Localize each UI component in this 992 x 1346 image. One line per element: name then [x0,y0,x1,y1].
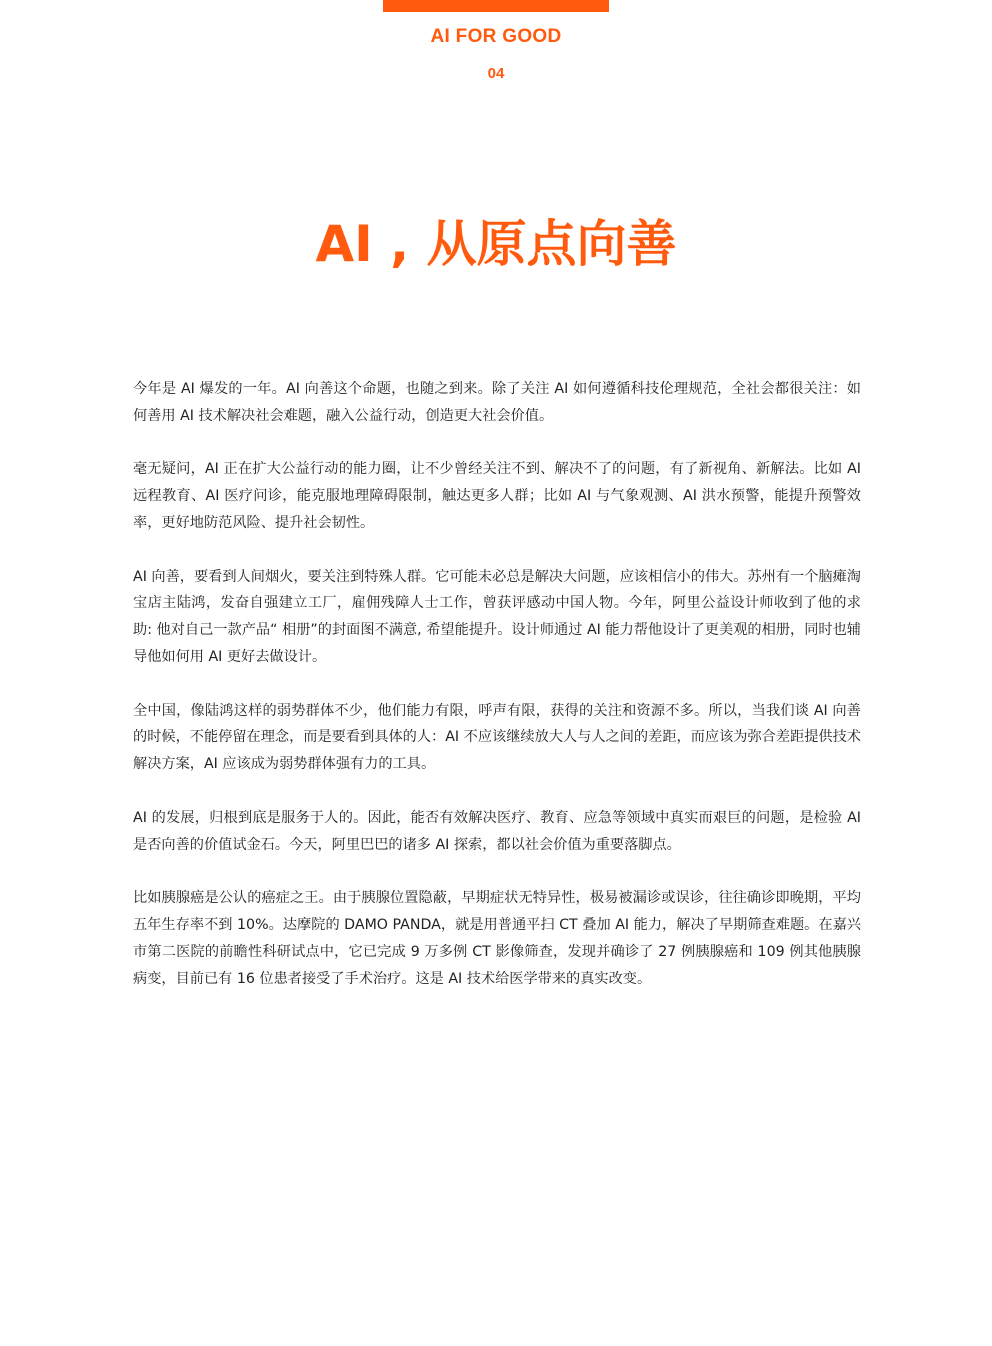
page-number: 04 [487,65,505,82]
paragraph: 比如胰腺癌是公认的癌症之王。由于胰腺位置隐蔽，早期症状无特异性，极易被漏诊或误诊，往往确诊即晚期，平均五年生存率不到 10%。达摩院的 DAMO PANDA，就是用普通平扫 CT 叠加 AI 能力，解决了早期筛查难题。在嘉兴市第二医院的前瞻性科研试点中，它已完成 9 万多例 CT 影像筛查，发现并确诊了 27 例胰腺癌和 109 例其他胰腺病变，目前已有 16 位患者接受了手术治疗。这是 AI 技术给医学带来的真实改变。 [133,890,861,987]
section-label: AI FOR GOOD [430,26,562,47]
paragraph: AI 向善，要看到人间烟火，要关注到特殊人群。它可能未必总是解决大问题，应该相信小的伟大。苏州有一个脑瘫淘宝店主陆鸿，发奋自强建立工厂，雇佣残障人士工作，曾获评感动中国人物。今年，阿里公益设计师收到了他的求助: 他对自己一款产品“ 相册”的封面图不满意, 希望能提升。设计师通过 AI 能力帮他设计了更美观的相册，同时也辅导他如何用 AI 更好去做设计。 [133,568,861,665]
header-accent-bar [383,0,609,12]
paragraph: 全中国，像陆鸿这样的弱势群体不少，他们能力有限，呼声有限，获得的关注和资源不多。所以，当我们谈 AI 向善的时候，不能停留在理念，而是要看到具体的人：AI 不应该继续放大人与人之间的差距，而应该为弥合差距提供技术解决方案，AI 应该成为弱势群体强有力的工具。 [133,702,861,773]
paragraph: 今年是 AI 爆发的一年。AI 向善这个命题，也随之到来。除了关注 AI 如何遵循科技伦理规范，全社会都很关注：如何善用 AI 技术解决社会难题，融入公益行动，创造更大社会价值。 [133,381,861,424]
page-title: AI , 从原点向善 [315,215,677,273]
paragraph: 毫无疑问，AI 正在扩大公益行动的能力圈，让不少曾经关注不到、解决不了的问题，有了新视角、新解法。比如 AI 远程教育、AI 医疗问诊，能克服地理障碍限制，触达更多人群；比如 AI 与气象观测、AI 洪水预警，能提升预警效率，更好地防范风险、提升社会韧性。 [133,461,861,531]
paragraph: AI 的发展，归根到底是服务于人的。因此，能否有效解决医疗、教育、应急等领域中真实而艰巨的问题，是检验 AI 是否向善的价值试金石。今天，阿里巴巴的诸多 AI 探索，都以社会价值为重要落脚点。 [133,809,861,853]
article-body [133,376,861,1019]
